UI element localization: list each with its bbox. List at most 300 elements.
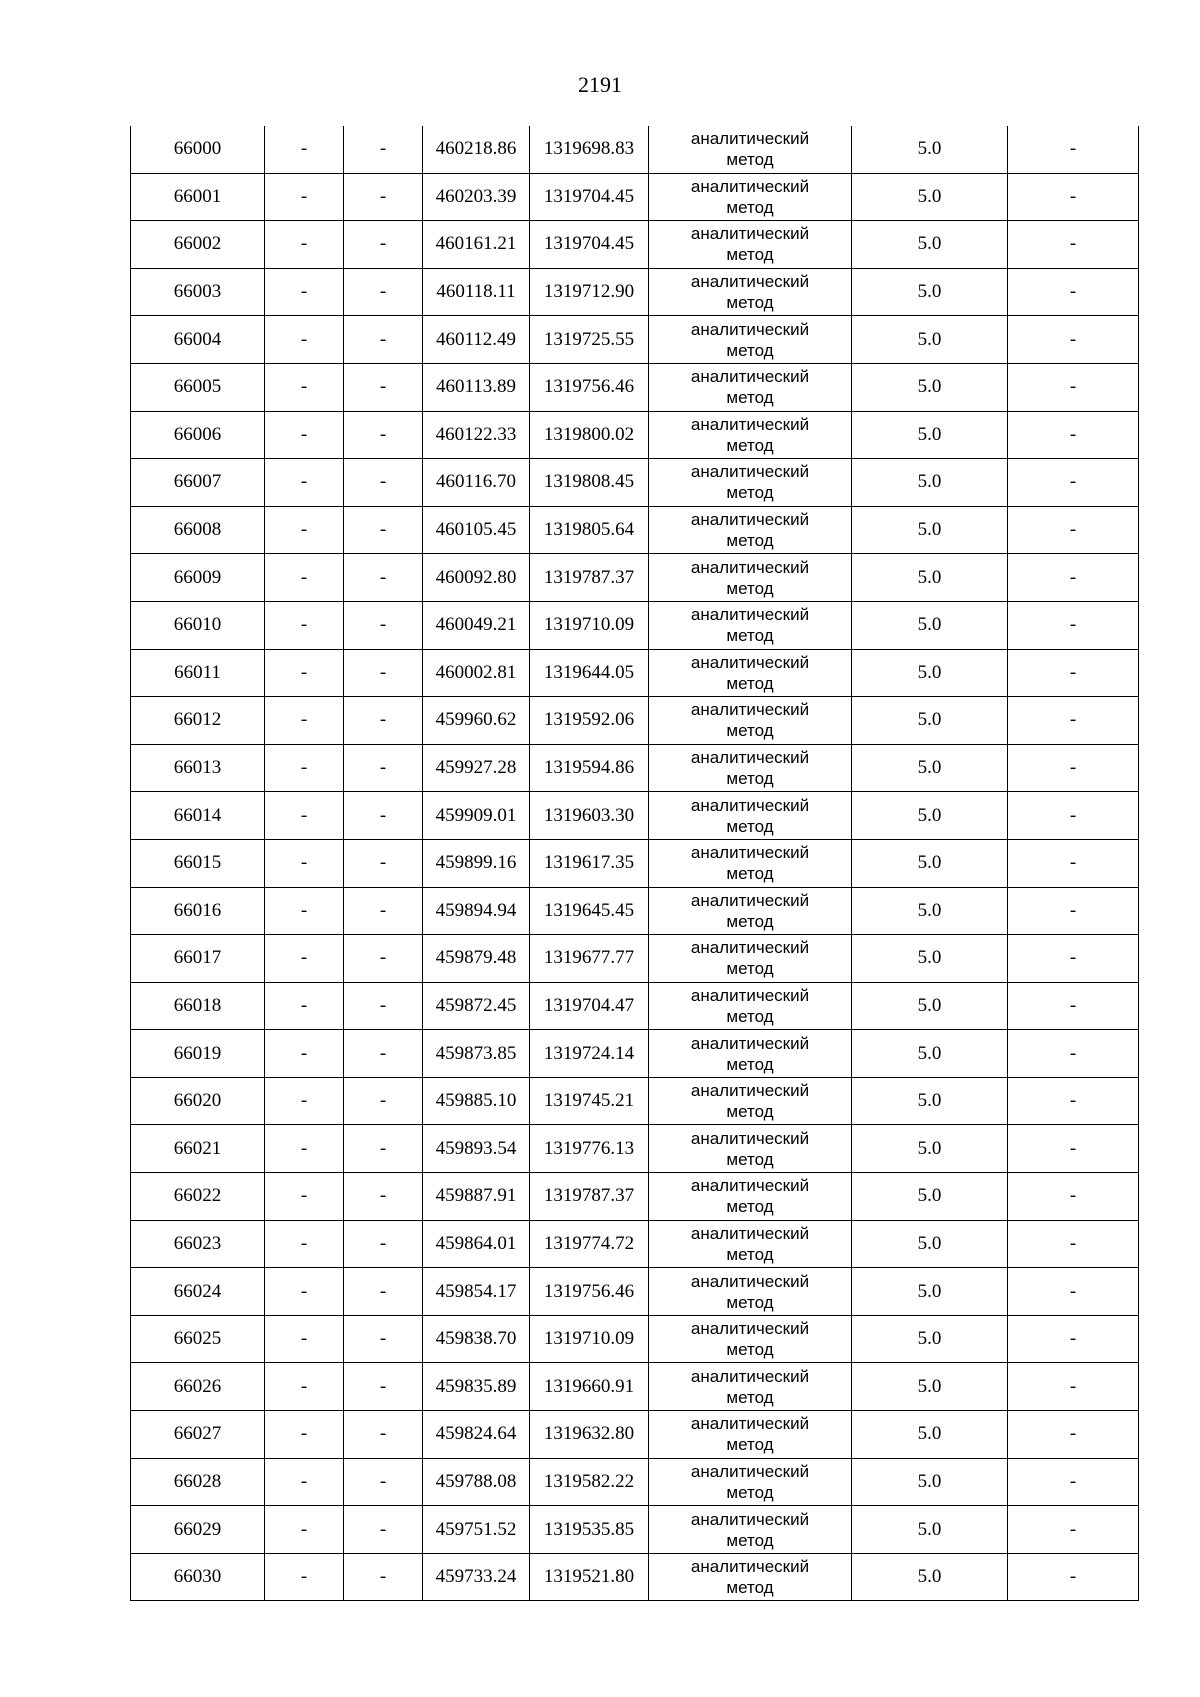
empty-value-cell: - (344, 839, 423, 887)
x-coordinate-cell: 459854.17 (423, 1268, 530, 1316)
table-row (131, 1363, 1139, 1411)
accuracy-cell: 5.0 (852, 316, 1008, 364)
y-coordinate-cell: 1319677.77 (530, 935, 649, 983)
note-cell: - (1008, 1125, 1139, 1173)
method-cell (649, 1411, 852, 1459)
empty-value-cell: - (265, 1173, 344, 1221)
method-line-1: аналитический (690, 1319, 810, 1339)
method-cell (649, 649, 852, 697)
empty-value-cell: - (344, 126, 423, 173)
method-line-2: метод (726, 245, 774, 265)
table-row (131, 1030, 1139, 1078)
note-cell: - (1008, 1220, 1139, 1268)
x-coordinate-cell: 459893.54 (423, 1125, 530, 1173)
y-coordinate-cell: 1319698.83 (530, 126, 649, 173)
method-line-1: аналитический (690, 414, 810, 434)
x-coordinate-cell: 459733.24 (423, 1553, 530, 1601)
empty-value-cell: - (265, 268, 344, 316)
method-line-1: аналитический (690, 1557, 810, 1577)
method-line-2: метод (726, 388, 774, 408)
table-row (131, 1077, 1139, 1125)
x-coordinate-cell: 460049.21 (423, 601, 530, 649)
method-cell (649, 1077, 852, 1125)
x-coordinate-cell: 459751.52 (423, 1506, 530, 1554)
note-cell: - (1008, 506, 1139, 554)
method-line-1: аналитический (690, 1414, 810, 1434)
accuracy-cell: 5.0 (852, 554, 1008, 602)
point-number-cell: 66013 (131, 744, 265, 792)
method-cell (649, 935, 852, 983)
table-row (131, 839, 1139, 887)
table-row (131, 1220, 1139, 1268)
table-row (131, 1125, 1139, 1173)
x-coordinate-cell: 460116.70 (423, 459, 530, 507)
empty-value-cell: - (265, 982, 344, 1030)
accuracy-cell: 5.0 (852, 126, 1008, 173)
table-row (131, 363, 1139, 411)
accuracy-cell: 5.0 (852, 792, 1008, 840)
empty-value-cell: - (265, 506, 344, 554)
table-row (131, 221, 1139, 269)
empty-value-cell: - (265, 1125, 344, 1173)
x-coordinate-cell: 460105.45 (423, 506, 530, 554)
empty-value-cell: - (344, 411, 423, 459)
method-line-2: метод (726, 1197, 774, 1217)
y-coordinate-cell: 1319617.35 (530, 839, 649, 887)
method-line-1: аналитический (690, 510, 810, 530)
note-cell: - (1008, 126, 1139, 173)
accuracy-cell: 5.0 (852, 411, 1008, 459)
accuracy-cell: 5.0 (852, 268, 1008, 316)
method-line-2: метод (726, 293, 774, 313)
note-cell: - (1008, 792, 1139, 840)
method-line-1: аналитический (690, 1176, 810, 1196)
method-line-2: метод (726, 435, 774, 455)
x-coordinate-cell: 460218.86 (423, 126, 530, 173)
empty-value-cell: - (344, 982, 423, 1030)
empty-value-cell: - (344, 506, 423, 554)
method-cell (649, 1220, 852, 1268)
method-cell (649, 173, 852, 221)
y-coordinate-cell: 1319521.80 (530, 1553, 649, 1601)
method-cell (649, 744, 852, 792)
accuracy-cell: 5.0 (852, 744, 1008, 792)
method-cell (649, 697, 852, 745)
empty-value-cell: - (265, 1315, 344, 1363)
table-row (131, 411, 1139, 459)
coordinates-table (130, 126, 1139, 1601)
x-coordinate-cell: 460161.21 (423, 221, 530, 269)
method-line-1: аналитический (690, 795, 810, 815)
note-cell: - (1008, 1506, 1139, 1554)
table-row (131, 697, 1139, 745)
empty-value-cell: - (344, 792, 423, 840)
empty-value-cell: - (344, 1220, 423, 1268)
table-row (131, 1411, 1139, 1459)
method-line-2: метод (726, 1149, 774, 1169)
x-coordinate-cell: 459864.01 (423, 1220, 530, 1268)
table-row (131, 1173, 1139, 1221)
method-line-1: аналитический (690, 176, 810, 196)
table-row (131, 316, 1139, 364)
note-cell: - (1008, 1363, 1139, 1411)
table-row (131, 935, 1139, 983)
method-cell (649, 1458, 852, 1506)
method-cell (649, 1268, 852, 1316)
empty-value-cell: - (265, 221, 344, 269)
method-line-2: метод (726, 483, 774, 503)
method-line-1: аналитический (690, 1271, 810, 1291)
table-row (131, 1315, 1139, 1363)
method-cell (649, 1506, 852, 1554)
y-coordinate-cell: 1319787.37 (530, 554, 649, 602)
method-line-2: метод (726, 1340, 774, 1360)
accuracy-cell: 5.0 (852, 1315, 1008, 1363)
empty-value-cell: - (265, 173, 344, 221)
empty-value-cell: - (344, 1363, 423, 1411)
y-coordinate-cell: 1319756.46 (530, 363, 649, 411)
accuracy-cell: 5.0 (852, 363, 1008, 411)
method-line-2: метод (726, 673, 774, 693)
point-number-cell: 66004 (131, 316, 265, 364)
point-number-cell: 66014 (131, 792, 265, 840)
note-cell: - (1008, 268, 1139, 316)
empty-value-cell: - (344, 363, 423, 411)
method-cell (649, 126, 852, 173)
table-row (131, 982, 1139, 1030)
point-number-cell: 66002 (131, 221, 265, 269)
empty-value-cell: - (344, 1268, 423, 1316)
y-coordinate-cell: 1319745.21 (530, 1077, 649, 1125)
method-cell (649, 1030, 852, 1078)
method-line-1: аналитический (690, 700, 810, 720)
method-cell (649, 982, 852, 1030)
y-coordinate-cell: 1319582.22 (530, 1458, 649, 1506)
empty-value-cell: - (344, 1030, 423, 1078)
table-row (131, 173, 1139, 221)
method-cell (649, 792, 852, 840)
method-line-1: аналитический (690, 224, 810, 244)
method-cell (649, 1363, 852, 1411)
y-coordinate-cell: 1319645.45 (530, 887, 649, 935)
empty-value-cell: - (344, 697, 423, 745)
method-line-1: аналитический (690, 367, 810, 387)
table-row (131, 126, 1139, 173)
method-line-1: аналитический (690, 129, 810, 149)
note-cell: - (1008, 363, 1139, 411)
point-number-cell: 66005 (131, 363, 265, 411)
accuracy-cell: 5.0 (852, 221, 1008, 269)
point-number-cell: 66028 (131, 1458, 265, 1506)
method-line-2: метод (726, 1244, 774, 1264)
accuracy-cell: 5.0 (852, 1077, 1008, 1125)
accuracy-cell: 5.0 (852, 1363, 1008, 1411)
method-line-2: метод (726, 197, 774, 217)
method-cell (649, 839, 852, 887)
point-number-cell: 66000 (131, 126, 265, 173)
x-coordinate-cell: 459894.94 (423, 887, 530, 935)
table-row (131, 601, 1139, 649)
method-line-2: метод (726, 1482, 774, 1502)
empty-value-cell: - (344, 887, 423, 935)
y-coordinate-cell: 1319644.05 (530, 649, 649, 697)
y-coordinate-cell: 1319712.90 (530, 268, 649, 316)
y-coordinate-cell: 1319774.72 (530, 1220, 649, 1268)
note-cell: - (1008, 1553, 1139, 1601)
empty-value-cell: - (265, 1077, 344, 1125)
point-number-cell: 66001 (131, 173, 265, 221)
x-coordinate-cell: 459909.01 (423, 792, 530, 840)
point-number-cell: 66022 (131, 1173, 265, 1221)
method-line-2: метод (726, 531, 774, 551)
empty-value-cell: - (344, 459, 423, 507)
y-coordinate-cell: 1319710.09 (530, 1315, 649, 1363)
method-line-2: метод (726, 626, 774, 646)
method-line-2: метод (726, 1006, 774, 1026)
note-cell: - (1008, 1315, 1139, 1363)
point-number-cell: 66030 (131, 1553, 265, 1601)
accuracy-cell: 5.0 (852, 601, 1008, 649)
point-number-cell: 66009 (131, 554, 265, 602)
empty-value-cell: - (265, 792, 344, 840)
empty-value-cell: - (344, 744, 423, 792)
table-row (131, 506, 1139, 554)
note-cell: - (1008, 697, 1139, 745)
point-number-cell: 66016 (131, 887, 265, 935)
note-cell: - (1008, 411, 1139, 459)
method-line-2: метод (726, 769, 774, 789)
accuracy-cell: 5.0 (852, 839, 1008, 887)
empty-value-cell: - (265, 1220, 344, 1268)
x-coordinate-cell: 460203.39 (423, 173, 530, 221)
y-coordinate-cell: 1319710.09 (530, 601, 649, 649)
method-line-1: аналитический (690, 1081, 810, 1101)
table-row (131, 887, 1139, 935)
method-line-1: аналитический (690, 319, 810, 339)
point-number-cell: 66020 (131, 1077, 265, 1125)
method-line-1: аналитический (690, 1223, 810, 1243)
point-number-cell: 66017 (131, 935, 265, 983)
x-coordinate-cell: 460122.33 (423, 411, 530, 459)
empty-value-cell: - (265, 839, 344, 887)
method-cell (649, 316, 852, 364)
accuracy-cell: 5.0 (852, 1173, 1008, 1221)
note-cell: - (1008, 316, 1139, 364)
empty-value-cell: - (344, 1411, 423, 1459)
y-coordinate-cell: 1319725.55 (530, 316, 649, 364)
accuracy-cell: 5.0 (852, 887, 1008, 935)
note-cell: - (1008, 1411, 1139, 1459)
table-row (131, 1268, 1139, 1316)
method-line-2: метод (726, 864, 774, 884)
empty-value-cell: - (344, 601, 423, 649)
note-cell: - (1008, 459, 1139, 507)
table-body (131, 126, 1139, 1601)
method-line-1: аналитический (690, 843, 810, 863)
accuracy-cell: 5.0 (852, 1268, 1008, 1316)
point-number-cell: 66025 (131, 1315, 265, 1363)
point-number-cell: 66008 (131, 506, 265, 554)
x-coordinate-cell: 460112.49 (423, 316, 530, 364)
note-cell: - (1008, 887, 1139, 935)
x-coordinate-cell: 459960.62 (423, 697, 530, 745)
accuracy-cell: 5.0 (852, 697, 1008, 745)
table-row (131, 744, 1139, 792)
note-cell: - (1008, 1268, 1139, 1316)
method-line-1: аналитический (690, 748, 810, 768)
note-cell: - (1008, 1458, 1139, 1506)
empty-value-cell: - (344, 316, 423, 364)
method-cell (649, 506, 852, 554)
method-cell (649, 411, 852, 459)
point-number-cell: 66029 (131, 1506, 265, 1554)
method-cell (649, 601, 852, 649)
y-coordinate-cell: 1319535.85 (530, 1506, 649, 1554)
y-coordinate-cell: 1319704.47 (530, 982, 649, 1030)
x-coordinate-cell: 459885.10 (423, 1077, 530, 1125)
table-row (131, 649, 1139, 697)
method-line-2: метод (726, 340, 774, 360)
empty-value-cell: - (265, 935, 344, 983)
method-line-2: метод (726, 150, 774, 170)
accuracy-cell: 5.0 (852, 173, 1008, 221)
method-line-2: метод (726, 816, 774, 836)
method-cell (649, 459, 852, 507)
accuracy-cell: 5.0 (852, 1411, 1008, 1459)
point-number-cell: 66026 (131, 1363, 265, 1411)
note-cell: - (1008, 601, 1139, 649)
method-line-1: аналитический (690, 890, 810, 910)
empty-value-cell: - (265, 1268, 344, 1316)
empty-value-cell: - (265, 363, 344, 411)
y-coordinate-cell: 1319776.13 (530, 1125, 649, 1173)
empty-value-cell: - (265, 316, 344, 364)
method-line-2: метод (726, 1102, 774, 1122)
y-coordinate-cell: 1319724.14 (530, 1030, 649, 1078)
point-number-cell: 66024 (131, 1268, 265, 1316)
y-coordinate-cell: 1319800.02 (530, 411, 649, 459)
method-cell (649, 1315, 852, 1363)
method-cell (649, 1553, 852, 1601)
method-line-2: метод (726, 1054, 774, 1074)
empty-value-cell: - (265, 554, 344, 602)
empty-value-cell: - (344, 1506, 423, 1554)
accuracy-cell: 5.0 (852, 1506, 1008, 1554)
point-number-cell: 66011 (131, 649, 265, 697)
empty-value-cell: - (265, 411, 344, 459)
accuracy-cell: 5.0 (852, 1125, 1008, 1173)
empty-value-cell: - (265, 697, 344, 745)
method-line-1: аналитический (690, 938, 810, 958)
y-coordinate-cell: 1319603.30 (530, 792, 649, 840)
note-cell: - (1008, 649, 1139, 697)
x-coordinate-cell: 459887.91 (423, 1173, 530, 1221)
method-line-2: метод (726, 1435, 774, 1455)
table-row (131, 268, 1139, 316)
method-line-2: метод (726, 959, 774, 979)
method-line-2: метод (726, 721, 774, 741)
x-coordinate-cell: 460092.80 (423, 554, 530, 602)
y-coordinate-cell: 1319632.80 (530, 1411, 649, 1459)
method-line-1: аналитический (690, 605, 810, 625)
point-number-cell: 66015 (131, 839, 265, 887)
empty-value-cell: - (265, 459, 344, 507)
method-line-2: метод (726, 1578, 774, 1598)
method-line-1: аналитический (690, 462, 810, 482)
method-cell (649, 1125, 852, 1173)
point-number-cell: 66006 (131, 411, 265, 459)
note-cell: - (1008, 1173, 1139, 1221)
table-row (131, 1553, 1139, 1601)
empty-value-cell: - (265, 1363, 344, 1411)
y-coordinate-cell: 1319704.45 (530, 221, 649, 269)
x-coordinate-cell: 459872.45 (423, 982, 530, 1030)
table-row (131, 792, 1139, 840)
method-line-1: аналитический (690, 985, 810, 1005)
point-number-cell: 66021 (131, 1125, 265, 1173)
empty-value-cell: - (344, 173, 423, 221)
x-coordinate-cell: 460002.81 (423, 649, 530, 697)
method-cell (649, 1173, 852, 1221)
note-cell: - (1008, 1077, 1139, 1125)
method-line-1: аналитический (690, 652, 810, 672)
method-cell (649, 268, 852, 316)
y-coordinate-cell: 1319808.45 (530, 459, 649, 507)
method-line-2: метод (726, 1530, 774, 1550)
accuracy-cell: 5.0 (852, 1030, 1008, 1078)
x-coordinate-cell: 459873.85 (423, 1030, 530, 1078)
note-cell: - (1008, 982, 1139, 1030)
method-line-2: метод (726, 578, 774, 598)
note-cell: - (1008, 1030, 1139, 1078)
page-number: 2191 (578, 72, 622, 97)
x-coordinate-cell: 459824.64 (423, 1411, 530, 1459)
point-number-cell: 66023 (131, 1220, 265, 1268)
empty-value-cell: - (265, 1458, 344, 1506)
y-coordinate-cell: 1319787.37 (530, 1173, 649, 1221)
y-coordinate-cell: 1319704.45 (530, 173, 649, 221)
point-number-cell: 66018 (131, 982, 265, 1030)
y-coordinate-cell: 1319805.64 (530, 506, 649, 554)
accuracy-cell: 5.0 (852, 1220, 1008, 1268)
method-line-2: метод (726, 911, 774, 931)
empty-value-cell: - (265, 744, 344, 792)
y-coordinate-cell: 1319756.46 (530, 1268, 649, 1316)
accuracy-cell: 5.0 (852, 506, 1008, 554)
empty-value-cell: - (265, 601, 344, 649)
note-cell: - (1008, 173, 1139, 221)
empty-value-cell: - (344, 1173, 423, 1221)
x-coordinate-cell: 459899.16 (423, 839, 530, 887)
empty-value-cell: - (344, 1315, 423, 1363)
method-line-1: аналитический (690, 557, 810, 577)
point-number-cell: 66007 (131, 459, 265, 507)
x-coordinate-cell: 459927.28 (423, 744, 530, 792)
empty-value-cell: - (344, 1458, 423, 1506)
note-cell: - (1008, 744, 1139, 792)
accuracy-cell: 5.0 (852, 935, 1008, 983)
point-number-cell: 66003 (131, 268, 265, 316)
empty-value-cell: - (344, 268, 423, 316)
empty-value-cell: - (265, 126, 344, 173)
accuracy-cell: 5.0 (852, 982, 1008, 1030)
empty-value-cell: - (344, 649, 423, 697)
table-row (131, 1458, 1139, 1506)
empty-value-cell: - (265, 1411, 344, 1459)
method-line-1: аналитический (690, 1128, 810, 1148)
x-coordinate-cell: 459788.08 (423, 1458, 530, 1506)
point-number-cell: 66012 (131, 697, 265, 745)
